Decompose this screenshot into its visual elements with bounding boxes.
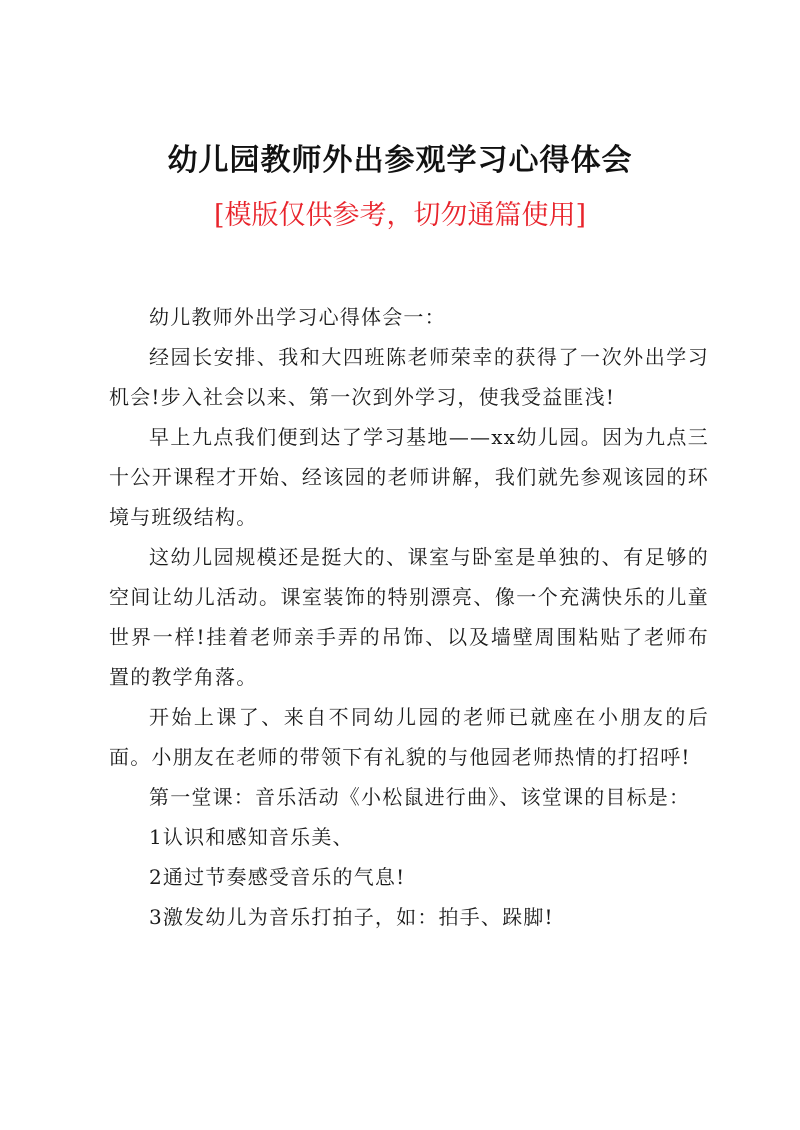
- list-item: 3激发幼儿为音乐打拍子，如：拍手、跺脚!: [149, 905, 554, 929]
- paragraph-heading: 幼儿教师外出学习心得体会一：: [149, 305, 446, 329]
- paragraph: 开始上课了、来自不同幼儿园的老师已就座在小朋友的后面。小朋友在老师的带领下有礼貌的与他园老师热情的打招呼!: [109, 705, 709, 769]
- template-notice: [模版仅供参考，切勿通篇使用]: [213, 200, 587, 231]
- paragraph: 早上九点我们便到达了学习基地——xx幼儿园。因为九点三十公开课程才开始、经该园的老师讲解，我们就先参观该园的环境与班级结构。: [109, 425, 709, 529]
- list-item: 2通过节奏感受音乐的气息!: [149, 865, 406, 889]
- list-item: 1认识和感知音乐美、: [149, 825, 354, 849]
- document-body: [109, 297, 709, 937]
- paragraph: 这幼儿园规模还是挺大的、课室与卧室是单独的、有足够的空间让幼儿活动。课室装饰的特别漂亮、像一个充满快乐的儿童世界一样!挂着老师亲手弄的吊饰、以及墙壁周围粘贴了老师布置的教学角落。: [109, 545, 709, 689]
- paragraph: 经园长安排、我和大四班陈老师荣幸的获得了一次外出学习机会!步入社会以来、第一次到外学习，使我受益匪浅!: [109, 345, 709, 409]
- document-title: 幼儿园教师外出参观学习心得体会: [167, 143, 633, 178]
- paragraph: 第一堂课：音乐活动《小松鼠进行曲》、该堂课的目标是：: [149, 785, 691, 809]
